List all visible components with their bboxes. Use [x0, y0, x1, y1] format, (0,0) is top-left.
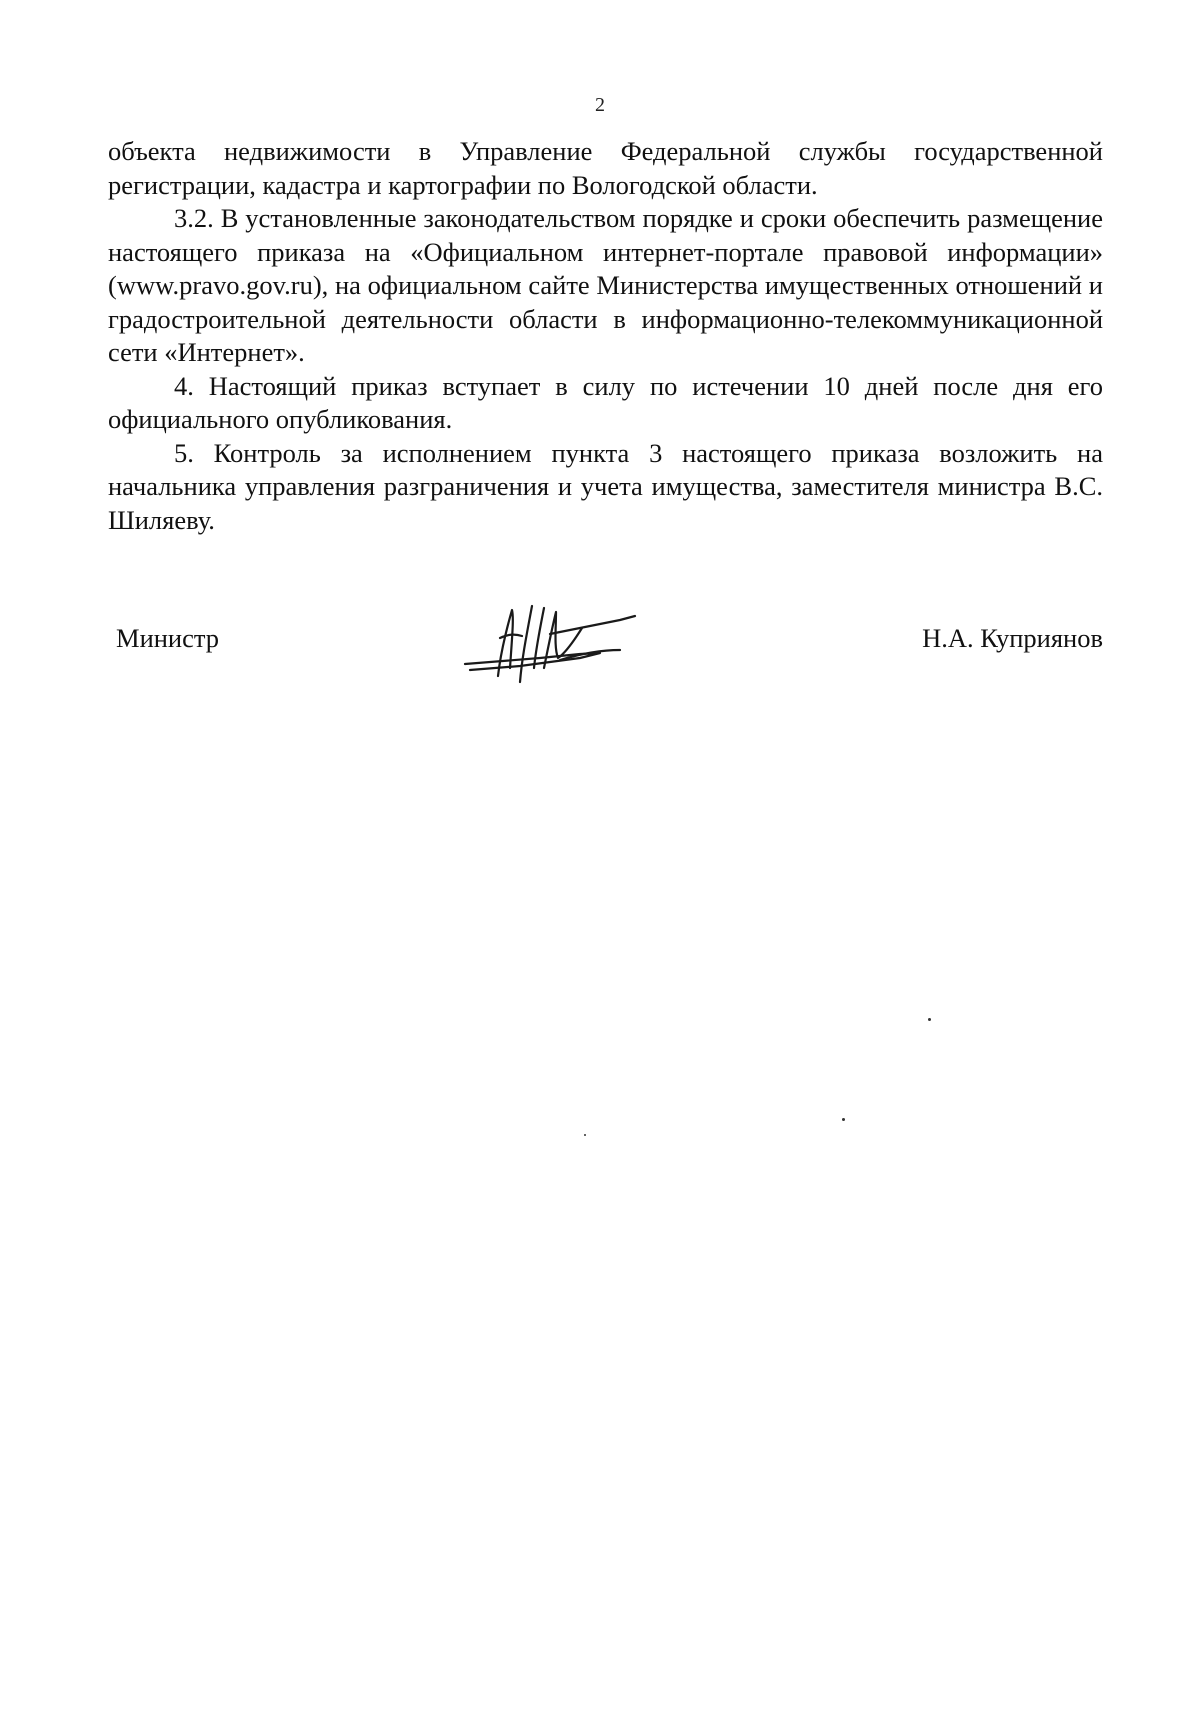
handwritten-signature	[460, 598, 640, 698]
scan-speck	[928, 1018, 931, 1021]
page-number: 2	[595, 94, 605, 116]
paragraph-5: 5. Контроль за исполнением пункта 3 настоящего приказа возложить на начальника управления разграничения и учета имущества, заместителя министра В.С. Шиляеву.	[108, 437, 1103, 535]
signatory-name: Н.А. Куприянов	[922, 623, 1103, 653]
document-body	[108, 135, 1103, 537]
paragraph-3-2: 3.2. В установленные законодательством порядке и сроки обеспечить размещение настоящего приказа на «Официальном интернет-портале правовой информации» (www.pravo.gov.ru), на официальном сайте Министерства имущественных отношений и градостроительной деятельности области в информационно-телекоммуникационной сети «Интернет».	[108, 203, 1103, 367]
paragraph-4: 4. Настоящий приказ вступает в силу по истечении 10 дней после дня его официального опубликования.	[108, 370, 1103, 434]
paragraph-continuation: объекта недвижимости в Управление Федеральной службы государственной регистрации, кадастра и картографии по Вологодской области.	[108, 136, 1103, 200]
scan-speck	[584, 1134, 586, 1136]
scan-speck	[842, 1118, 845, 1121]
signatory-title: Министр	[116, 623, 220, 653]
